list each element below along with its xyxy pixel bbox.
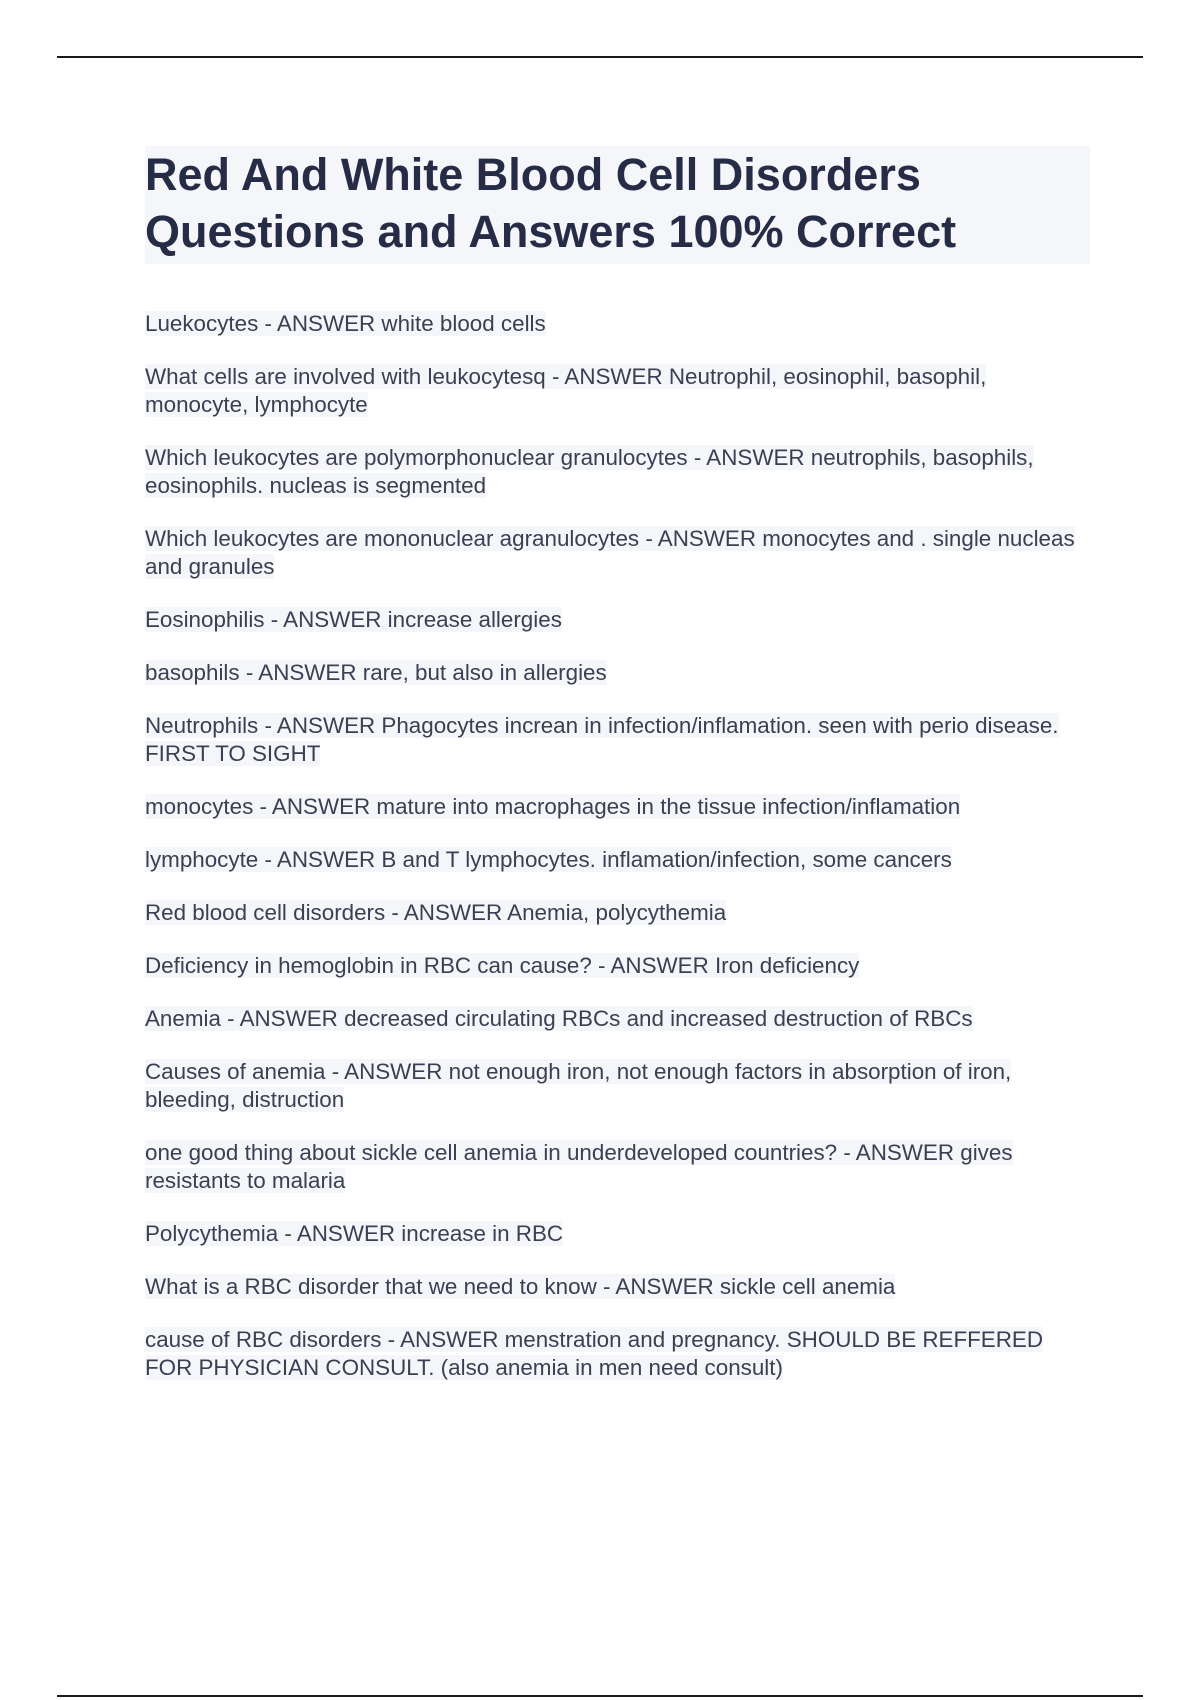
document-title: Red And White Blood Cell Disorders Questions and Answers 100% Correct (145, 149, 957, 257)
qa-text: basophils - ANSWER rare, but also in allergies (145, 660, 607, 685)
qa-item (145, 899, 1090, 927)
qa-text: one good thing about sickle cell anemia in underdeveloped countries? - ANSWER gives resistants to malaria (145, 1140, 1013, 1193)
qa-text: cause of RBC disorders - ANSWER menstration and pregnancy. SHOULD BE REFFERED FOR PHYSICIAN CONSULT. (also anemia in men need consult) (145, 1327, 1044, 1380)
qa-item (145, 1139, 1090, 1195)
qa-item (145, 793, 1090, 821)
qa-item (145, 444, 1090, 500)
qa-text: monocytes - ANSWER mature into macrophages in the tissue infection/inflamation (145, 794, 961, 819)
qa-item (145, 712, 1090, 768)
qa-list (145, 310, 1090, 1407)
qa-item (145, 1326, 1090, 1382)
qa-text: Deficiency in hemoglobin in RBC can cause? - ANSWER Iron deficiency (145, 953, 860, 978)
qa-text: Which leukocytes are polymorphonuclear granulocytes - ANSWER neutrophils, basophils, eosinophils. nucleas is segmented (145, 445, 1034, 498)
qa-item (145, 363, 1090, 419)
qa-item (145, 952, 1090, 980)
bottom-divider (57, 1695, 1143, 1697)
qa-item (145, 525, 1090, 581)
qa-text: Causes of anemia - ANSWER not enough iron, not enough factors in absorption of iron, bleeding, distruction (145, 1059, 1012, 1112)
title-block (145, 146, 1090, 264)
top-divider (57, 56, 1143, 58)
qa-text: Red blood cell disorders - ANSWER Anemia, polycythemia (145, 900, 727, 925)
qa-text: Which leukocytes are mononuclear agranulocytes - ANSWER monocytes and . single nucleas and granules (145, 526, 1075, 579)
qa-item (145, 1220, 1090, 1248)
qa-text: What is a RBC disorder that we need to know - ANSWER sickle cell anemia (145, 1274, 896, 1299)
qa-item (145, 1005, 1090, 1033)
qa-text: Neutrophils - ANSWER Phagocytes increan in infection/inflamation. seen with perio disease. FIRST TO SIGHT (145, 713, 1059, 766)
qa-item (145, 1058, 1090, 1114)
qa-item (145, 1273, 1090, 1301)
qa-text: What cells are involved with leukocytesq - ANSWER Neutrophil, eosinophil, basophil, monocyte, lymphocyte (145, 364, 987, 417)
qa-text: lymphocyte - ANSWER B and T lymphocytes. inflamation/infection, some cancers (145, 847, 952, 872)
qa-text: Luekocytes - ANSWER white blood cells (145, 311, 546, 336)
qa-text: Eosinophilis - ANSWER increase allergies (145, 607, 562, 632)
qa-item (145, 659, 1090, 687)
qa-text: Polycythemia - ANSWER increase in RBC (145, 1221, 564, 1246)
qa-item (145, 606, 1090, 634)
qa-item (145, 846, 1090, 874)
qa-item (145, 310, 1090, 338)
qa-text: Anemia - ANSWER decreased circulating RBCs and increased destruction of RBCs (145, 1006, 973, 1031)
